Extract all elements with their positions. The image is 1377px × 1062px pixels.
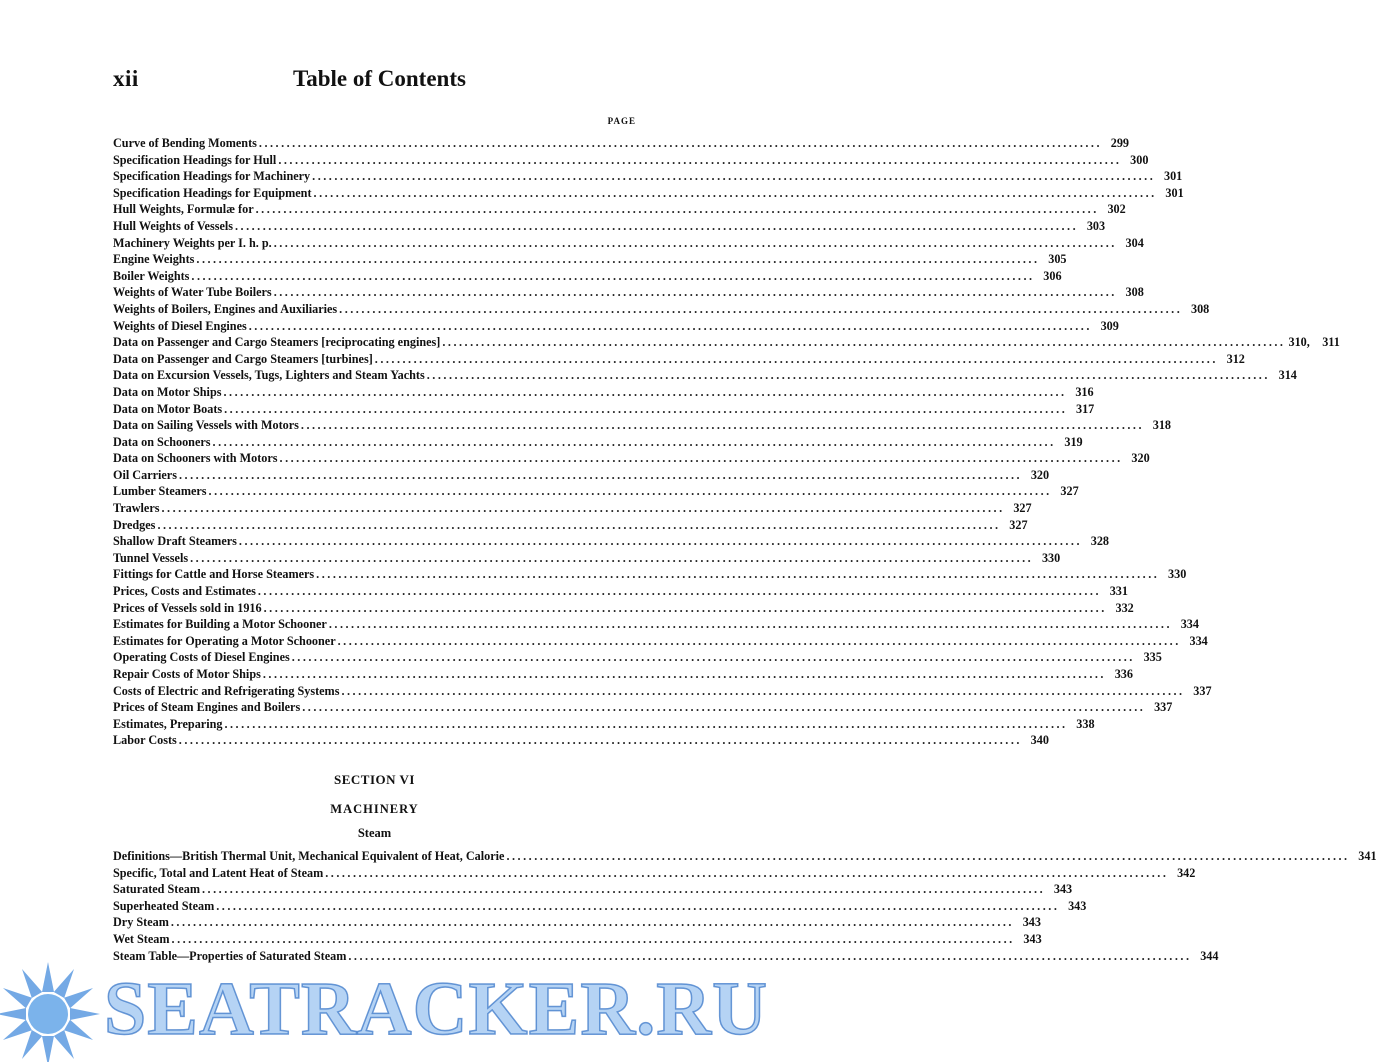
- dot-leader: [209, 483, 1052, 500]
- toc-entry-page: 332: [1115, 600, 1134, 615]
- dot-leader: [249, 318, 1092, 335]
- section-subheading: Steam: [357, 826, 392, 840]
- toc-entry: [113, 633, 1208, 650]
- toc-entry-page: 343: [1068, 898, 1087, 913]
- toc-entry-page: 340: [1030, 733, 1049, 748]
- toc-entry-title: Estimates, Preparing: [113, 716, 223, 731]
- toc-entry-title: Trawlers: [113, 501, 160, 516]
- toc-entry: [113, 649, 1162, 666]
- toc-entry-title: Weights of Diesel Engines: [113, 318, 247, 333]
- toc-entry: [113, 732, 1049, 749]
- toc-list-bottom: [113, 848, 1377, 964]
- toc-entry: [113, 483, 1079, 500]
- toc-entry-title: Saturated Steam: [113, 882, 200, 897]
- toc-entry-title: Machinery Weights per I. h. p.: [113, 235, 272, 250]
- toc-entry-title: Costs of Electric and Refrigerating Systems: [113, 683, 340, 698]
- toc-entry-title: Repair Costs of Motor Ships: [113, 667, 261, 681]
- dot-leader: [506, 848, 1349, 865]
- page-title: Table of Contents: [293, 66, 466, 91]
- toc-entry-page: 308: [1190, 301, 1210, 316]
- toc-entry-page: 316: [1075, 384, 1094, 399]
- toc-entry-page: 300: [1130, 152, 1149, 167]
- toc-entry-title: Data on Schooners with Motors: [113, 451, 278, 466]
- toc-entry-title: Specification Headings for Hull: [113, 152, 277, 167]
- toc-entry: [113, 566, 1187, 583]
- dot-leader: [213, 434, 1056, 451]
- dot-leader: [301, 417, 1144, 434]
- dot-leader: [427, 367, 1270, 384]
- dot-leader: [442, 334, 1285, 351]
- toc-entry-page: 311: [1322, 335, 1340, 350]
- toc-entry-page: 304: [1125, 235, 1144, 250]
- toc-entry-title: Curve of Bending Moments: [113, 136, 257, 150]
- toc-entry: [113, 467, 1050, 484]
- toc-entry-title: Operating Costs of Diesel Engines: [113, 650, 290, 665]
- toc-entry-title: Data on Motor Ships: [113, 384, 222, 399]
- toc-entry: [113, 699, 1173, 716]
- toc-entry-title: Prices, Costs and Estimates: [113, 584, 256, 599]
- dot-leader: [263, 666, 1106, 683]
- toc-entry: [113, 881, 1073, 898]
- dot-leader: [274, 235, 1117, 252]
- dot-leader: [202, 881, 1045, 898]
- toc-entry: [113, 268, 1062, 285]
- toc-entry-page: 319: [1064, 434, 1083, 449]
- toc-entry-page: 331: [1109, 584, 1128, 599]
- toc-entry: [113, 931, 1042, 948]
- toc-entry: [113, 251, 1067, 268]
- dot-leader: [274, 284, 1117, 301]
- toc-entry-title: Definitions—British Thermal Unit, Mechanical Equivalent of Heat, Calorie: [113, 849, 505, 863]
- toc-entry: [113, 550, 1061, 567]
- toc-entry-title: Weights of Boilers, Engines and Auxiliaries: [113, 301, 338, 316]
- toc-entry-page: 301: [1163, 169, 1183, 184]
- toc-entry-page: 305: [1048, 252, 1067, 267]
- dot-leader: [224, 716, 1067, 733]
- toc-entry-title: Prices of Vessels sold in 1916: [113, 600, 262, 615]
- toc-entry: [113, 616, 1199, 633]
- toc-entry-page: 301: [1165, 185, 1184, 200]
- toc-entry: [113, 168, 1183, 185]
- dot-leader: [157, 517, 1000, 534]
- toc-entry-page: 343: [1023, 931, 1042, 946]
- toc-entry-title: Fittings for Cattle and Horse Steamers: [113, 567, 315, 582]
- dot-leader: [375, 351, 1218, 368]
- toc-entry-page: 342: [1177, 865, 1196, 880]
- dot-leader: [256, 201, 1099, 218]
- toc-entry-page: 330: [1041, 550, 1061, 565]
- toc-entry: [113, 301, 1210, 318]
- toc-entry-title: Prices of Steam Engines and Boilers: [113, 700, 301, 715]
- page-number: xii: [113, 66, 139, 91]
- toc-entry-title: Data on Schooners: [113, 434, 211, 449]
- toc-entry-title: Boiler Weights: [113, 268, 190, 283]
- toc-entry-title: Wet Steam: [113, 931, 170, 946]
- toc-entry-title: Data on Motor Boats: [113, 401, 223, 416]
- toc-entry-page: 327: [1013, 501, 1032, 516]
- dot-leader: [179, 467, 1022, 484]
- dot-leader: [341, 683, 1184, 700]
- toc-entry-page: 306: [1043, 268, 1062, 283]
- dot-leader: [190, 550, 1033, 567]
- toc-entry-extra-page: 310,: [1288, 335, 1310, 350]
- section-number: SECTION VI: [334, 772, 415, 787]
- page-column-label: PAGE: [607, 116, 636, 126]
- dot-leader: [339, 301, 1182, 318]
- toc-entry: [113, 152, 1149, 169]
- dot-leader: [259, 135, 1102, 152]
- dot-leader: [329, 616, 1172, 633]
- section-name: MACHINERY: [330, 802, 419, 816]
- toc-entry-title: Oil Carriers: [113, 467, 177, 482]
- dot-leader: [161, 500, 1004, 517]
- toc-entry: [113, 135, 1130, 152]
- toc-entry-title: Data on Passenger and Cargo Steamers [reciprocating engines]: [113, 335, 441, 350]
- toc-entry-page: 334: [1189, 633, 1208, 648]
- toc-entry-title: Engine Weights: [113, 252, 195, 267]
- dot-leader: [172, 931, 1015, 948]
- toc-entry-page: 334: [1180, 617, 1199, 632]
- dot-leader: [191, 268, 1034, 285]
- toc-entry-page: 343: [1053, 882, 1073, 897]
- toc-entry: [113, 583, 1128, 600]
- dot-leader: [264, 600, 1107, 617]
- toc-entry: [113, 218, 1106, 235]
- toc-entry: [113, 517, 1028, 534]
- toc-entry: [113, 914, 1041, 931]
- toc-entry: [113, 384, 1094, 401]
- toc-entry-title: Lumber Steamers: [113, 484, 207, 499]
- toc-entry: [113, 865, 1196, 882]
- toc-entry-page: 338: [1076, 716, 1095, 731]
- toc-entry-title: Tunnel Vessels: [113, 550, 189, 565]
- toc-entry: [113, 401, 1095, 418]
- toc-entry: [113, 450, 1150, 467]
- toc-entry-title: Labor Costs: [113, 733, 177, 748]
- toc-entry-page: 327: [1060, 484, 1079, 499]
- toc-entry-page: 337: [1154, 700, 1173, 715]
- dot-leader: [292, 649, 1135, 666]
- toc-entry-title: Data on Sailing Vessels with Motors: [113, 418, 299, 433]
- toc-entry: [113, 500, 1032, 517]
- dot-leader: [239, 533, 1082, 550]
- toc-entry: [113, 201, 1126, 218]
- toc-entry-title: Superheated Steam: [113, 898, 215, 913]
- toc-entry-page: 336: [1114, 667, 1133, 681]
- toc-entry-page: 314: [1278, 368, 1297, 383]
- toc-entry: [113, 716, 1095, 733]
- toc-entry-page: 341: [1358, 849, 1377, 863]
- toc-entry-title: Steam Table—Properties of Saturated Steam: [113, 948, 347, 963]
- toc-entry-page: 335: [1143, 650, 1162, 665]
- toc-entry-page: 302: [1107, 202, 1126, 217]
- toc-entry-page: 317: [1075, 401, 1095, 416]
- toc-entry: [113, 417, 1172, 434]
- toc-entry-page: 330: [1168, 567, 1187, 582]
- toc-entry: [113, 351, 1245, 368]
- dot-leader: [316, 566, 1159, 583]
- dot-leader: [179, 732, 1022, 749]
- toc-entry: [113, 600, 1134, 617]
- toc-entry-page: 328: [1090, 534, 1110, 549]
- toc-entry: [113, 185, 1184, 202]
- toc-entry-title: Estimates for Building a Motor Schooner: [113, 617, 327, 632]
- toc-entry-page: 327: [1009, 517, 1028, 532]
- dot-leader: [224, 401, 1067, 418]
- toc-entry-page: 337: [1193, 683, 1212, 698]
- dot-leader: [312, 168, 1155, 185]
- toc-entry-page: 344: [1200, 948, 1219, 963]
- toc-entry-title: Shallow Draft Steamers: [113, 534, 237, 549]
- toc-entry-title: Estimates for Operating a Motor Schooner: [113, 633, 336, 648]
- toc-entry-page: 309: [1100, 318, 1119, 333]
- toc-entry: [113, 367, 1297, 384]
- toc-entry: [113, 848, 1377, 865]
- toc-entry-page: 299: [1110, 136, 1130, 150]
- dot-leader: [338, 633, 1181, 650]
- dot-leader: [278, 152, 1121, 169]
- dot-leader: [196, 251, 1039, 268]
- toc-entry: [113, 683, 1212, 700]
- toc-list-top: [113, 135, 1340, 749]
- toc-entry-page: 308: [1125, 285, 1144, 300]
- toc-entry-title: Specific, Total and Latent Heat of Steam: [113, 865, 324, 880]
- toc-entry: [113, 898, 1087, 915]
- toc-entry: [113, 533, 1110, 550]
- dot-leader: [325, 865, 1168, 882]
- dot-leader: [302, 699, 1145, 716]
- toc-entry-title: Data on Passenger and Cargo Steamers [turbines]: [113, 351, 373, 366]
- toc-entry: [113, 434, 1083, 451]
- toc-entry-page: 320: [1030, 467, 1050, 482]
- toc-entry-page: 312: [1226, 351, 1245, 366]
- toc-entry: [113, 284, 1144, 301]
- toc-entry-title: Dry Steam: [113, 915, 169, 930]
- watermark-text: SEATRACKER.RU: [104, 967, 769, 1051]
- dot-leader: [235, 218, 1078, 235]
- toc-entry-page: 343: [1022, 915, 1041, 930]
- toc-entry-page: 318: [1152, 418, 1172, 433]
- toc-entry-page: 303: [1086, 218, 1106, 233]
- toc-entry-title: Specification Headings for Equipment: [113, 185, 312, 200]
- dot-leader: [223, 384, 1066, 401]
- toc-entry-title: Specification Headings for Machinery: [113, 169, 311, 184]
- toc-entry-page: 320: [1131, 451, 1150, 466]
- toc-entry: [113, 666, 1133, 683]
- toc-entry: [113, 318, 1119, 335]
- toc-entry: [113, 235, 1144, 252]
- toc-entry-title: Hull Weights, Formulæ for: [113, 202, 254, 217]
- toc-entry: [113, 334, 1340, 351]
- toc-entry-title: Data on Excursion Vessels, Tugs, Lighters and Steam Yachts: [113, 368, 425, 383]
- dot-leader: [216, 898, 1059, 915]
- toc-entry-title: Weights of Water Tube Boilers: [113, 285, 272, 300]
- toc-entry-title: Dredges: [113, 517, 156, 532]
- dot-leader: [280, 450, 1123, 467]
- dot-leader: [258, 583, 1101, 600]
- toc-entry-title: Hull Weights of Vessels: [113, 218, 233, 233]
- dot-leader: [314, 185, 1157, 202]
- dot-leader: [171, 914, 1014, 931]
